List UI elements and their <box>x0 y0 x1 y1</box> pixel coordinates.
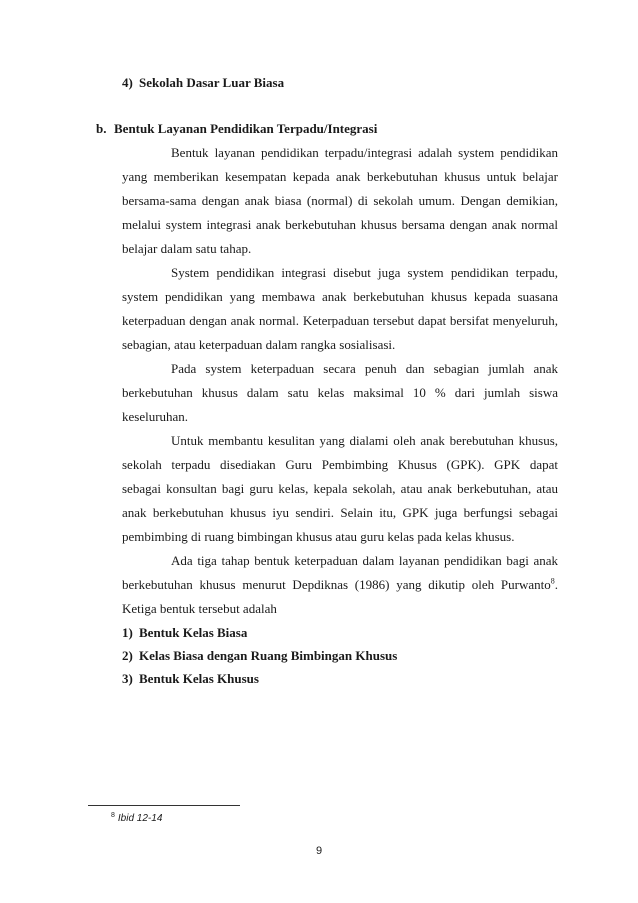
paragraph-line: Ketiga bentuk tersebut adalah <box>122 601 277 616</box>
footnote <box>111 812 162 826</box>
paragraph-line: melalui system integrasi anak berkebutuhan khusus bersama dengan anak normal <box>122 217 558 232</box>
list-item-text: Bentuk Kelas Biasa <box>139 625 248 640</box>
section-label: b. <box>96 121 107 136</box>
list-item-1 <box>122 625 247 641</box>
paragraph-text: berkebutuhan khusus menurut Depdiknas (1986) yang dikutip oleh Purwanto <box>122 577 551 592</box>
paragraph-line: sekolah terpadu disediakan Guru Pembimbing Khusus (GPK). GPK dapat <box>122 457 558 472</box>
list-item-text: Bentuk Kelas Khusus <box>139 671 259 686</box>
paragraph-line: berkebutuhan khusus dalam satu kelas maksimal 10 % dari jumlah siswa <box>122 385 558 400</box>
list-item-number: 3) <box>122 671 133 686</box>
section-title: Bentuk Layanan Pendidikan Terpadu/Integrasi <box>114 121 378 136</box>
list-item-number: 4) <box>122 75 133 90</box>
list-item-2 <box>122 648 397 664</box>
paragraph-line: keterpaduan dengan anak normal. Keterpaduan tersebut dapat bersifat menyeluruh, <box>122 313 558 328</box>
list-item-text: Sekolah Dasar Luar Biasa <box>139 75 285 90</box>
paragraph-line: keseluruhan. <box>122 409 189 424</box>
list-item-4 <box>122 75 284 91</box>
paragraph-text-end: . <box>554 577 558 592</box>
paragraph-line-with-footnote <box>122 577 558 595</box>
paragraph-line: yang memberikan kesempatan kepada anak berkebutuhan khusus untuk belajar <box>122 169 558 184</box>
footnote-separator <box>88 805 240 806</box>
paragraph-line: System pendidikan integrasi disebut juga system pendidikan terpadu, <box>171 265 558 280</box>
list-item-number: 1) <box>122 625 133 640</box>
page-number: 9 <box>315 845 323 857</box>
list-item-number: 2) <box>122 648 133 663</box>
paragraph-line: belajar dalam satu tahap. <box>122 241 252 256</box>
paragraph-line: Untuk membantu kesulitan yang dialami oleh anak berebutuhan khusus, <box>171 433 558 448</box>
list-item-3 <box>122 671 259 687</box>
footnote-text: Ibid 12-14 <box>117 813 163 824</box>
paragraph-line: anak berkebutuhan khusus iyu sendiri. Selain itu, GPK juga berfungsi sebagai <box>122 505 558 520</box>
paragraph-line: system pendidikan yang membawa anak berkebutuhan khusus kepada suasana <box>122 289 558 304</box>
paragraph-line: Ada tiga tahap bentuk keterpaduan dalam layanan pendidikan bagi anak <box>171 553 558 568</box>
paragraph-line: sebagian, atau keterpaduan dalam rangka sosialisasi. <box>122 337 396 352</box>
list-item-text: Kelas Biasa dengan Ruang Bimbingan Khusus <box>139 648 398 663</box>
paragraph-line: Bentuk layanan pendidikan terpadu/integrasi adalah system pendidikan <box>171 145 558 160</box>
footnote-number: 8 <box>111 811 115 819</box>
paragraph-line: pembimbing di ruang bimbingan khusus atau guru kelas pada kelas khusus. <box>122 529 515 544</box>
paragraph-line: bersama-sama dengan anak biasa (normal) di sekolah umum. Dengan demikian, <box>122 193 558 208</box>
footnote-marker[interactable]: 8 <box>550 577 555 586</box>
paragraph-line: sebagai konsultan bagi guru kelas, kepala sekolah, atau anak berkebutuhan, atau <box>122 481 558 496</box>
section-heading <box>96 121 377 137</box>
paragraph-line: Pada system keterpaduan secara penuh dan sebagian jumlah anak <box>171 361 558 376</box>
